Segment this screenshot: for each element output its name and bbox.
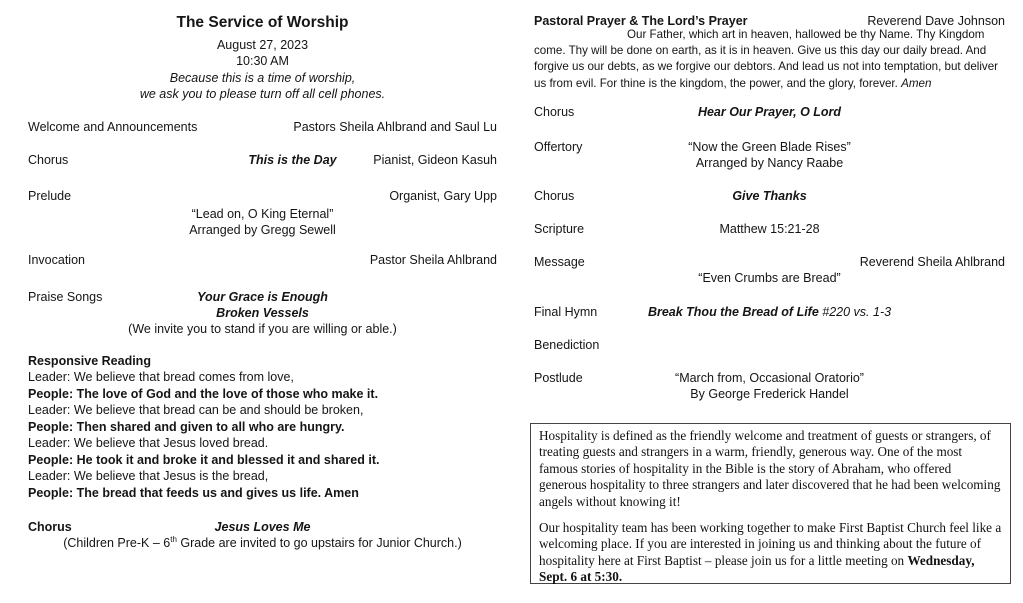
- scripture-reference: Matthew 15:21-28: [719, 222, 820, 236]
- invocation-row: [28, 252, 497, 269]
- offertory-arranger: Arranged by Nancy Raabe: [695, 156, 844, 170]
- message-row: [534, 254, 1005, 271]
- hospitality-meeting-date: Wednesday, Sept. 6 at 5:30.: [539, 552, 975, 585]
- message-title: “Even Crumbs are Bread”: [698, 271, 841, 285]
- reading-line-people: People: He took it and broke it and blessed it and shared it.: [28, 452, 380, 467]
- junior-church-note: (Children Pre-K – 6th Grade are invited to go upstairs for Junior Church.): [63, 534, 462, 550]
- responsive-reading-lines: [28, 369, 497, 501]
- lords-prayer-text: Our Father, which art in heaven, hallowed be thy Name. Thy Kingdom come. Thy will be done on earth, as it is in heaven. Give us this day our daily bread. And forgive us our debts, as we forgive our debtors. And lead us not into temptation, but deliver us from evil. For thine is the kingdom, the power, and the glory, forever. Amen: [534, 28, 999, 90]
- reading-line-people: People: The love of God and the love of those who make it.: [28, 386, 379, 401]
- prelude-label: Prelude: [28, 189, 72, 203]
- pastoral-prayer-reverend: Reverend Dave Johnson: [867, 14, 1005, 28]
- chorus-row-2: [28, 519, 497, 536]
- prayer-amen: Amen: [901, 76, 932, 90]
- postlude-label: Postlude: [534, 371, 583, 385]
- postlude-composer: By George Frederick Handel: [690, 387, 849, 401]
- cellphone-notice-line2: we ask you to please turn off all cell phones.: [139, 87, 386, 101]
- service-time: 10:30 AM: [236, 54, 289, 68]
- reading-line-leader: Leader: We believe that Jesus is the bread,: [28, 469, 269, 483]
- prelude-row: [28, 188, 497, 205]
- left-column: [28, 0, 497, 603]
- reading-line-people: People: Then shared and given to all who are hungry.: [28, 419, 345, 434]
- chorus-row-give-thanks: [534, 188, 1005, 205]
- reading-line-leader: Leader: We believe that bread comes from love,: [28, 370, 294, 384]
- responsive-reading-heading: Responsive Reading: [28, 354, 151, 368]
- service-date: August 27, 2023: [216, 38, 309, 52]
- praise-song-2-row: [28, 305, 497, 322]
- invocation-pastor: Pastor Sheila Ahlbrand: [369, 253, 497, 267]
- pianist-credit: Pianist, Gideon Kasuh: [373, 153, 497, 167]
- final-hymn-detail: #220 vs. 1-3: [818, 305, 892, 319]
- give-thanks-title: Give Thanks: [732, 189, 807, 203]
- praise-song-2: Broken Vessels: [216, 306, 309, 320]
- chorus-hear-label: Chorus: [534, 105, 575, 119]
- praise-songs-label: Praise Songs: [28, 290, 103, 304]
- reading-line-leader: Leader: We believe that Jesus loved bread.: [28, 436, 269, 450]
- prelude-piece-row: [28, 206, 497, 223]
- hospitality-paragraph-2: Our hospitality team has been working together to make First Baptist Church feel like a welcoming place. If you are interested in joining us and thinking about the future of hospitality here at First Baptist – please join us for a little meeting on Wednesday, Sept. 6 at 5:30.: [539, 520, 1002, 585]
- offertory-label: Offertory: [534, 140, 583, 154]
- prelude-arranger-row: [28, 222, 497, 239]
- benediction-label: Benediction: [534, 338, 600, 352]
- offertory-arranger-row: [534, 155, 1005, 172]
- chorus-row-hear-our-prayer: [534, 104, 1005, 121]
- stand-note: (We invite you to stand if you are willing or able.): [128, 322, 397, 336]
- cellphone-notice-line1: Because this is a time of worship,: [169, 71, 356, 85]
- final-hymn-label: Final Hymn: [534, 305, 598, 319]
- welcome-leaders: Pastors Sheila Ahlbrand and Saul Lu: [293, 120, 497, 134]
- reading-line-leader: Leader: We believe that bread can be and should be broken,: [28, 403, 364, 417]
- organist-credit: Organist, Gary Upp: [389, 189, 497, 203]
- offertory-piece-title: “Now the Green Blade Rises”: [688, 140, 851, 154]
- junior-church-note-row: [28, 535, 497, 552]
- pastoral-prayer-label: Pastoral Prayer & The Lord’s Prayer: [534, 14, 748, 28]
- welcome-row: [28, 119, 497, 136]
- message-title-row: [534, 270, 1005, 287]
- invocation-label: Invocation: [28, 253, 85, 267]
- message-label: Message: [534, 255, 585, 269]
- benediction-row: [534, 337, 1005, 354]
- hear-our-prayer-title: Hear Our Prayer, O Lord: [697, 105, 842, 119]
- offertory-row: [534, 139, 1005, 156]
- scripture-label: Scripture: [534, 222, 585, 236]
- postlude-composer-row: [534, 386, 1005, 403]
- prelude-piece-title: “Lead on, O King Eternal”: [191, 207, 334, 221]
- postlude-row: [534, 370, 1005, 387]
- final-hymn-title: Break Thou the Bread of Life: [647, 305, 819, 319]
- chorus-2-label: Chorus: [28, 520, 72, 534]
- scripture-row: [534, 221, 1005, 238]
- chorus-2-song-title: Jesus Loves Me: [214, 520, 311, 534]
- prelude-arranger: Arranged by Gregg Sewell: [189, 223, 336, 237]
- postlude-piece-title: “March from, Occasional Oratorio”: [675, 371, 864, 385]
- chorus-row-1: [28, 152, 497, 169]
- hospitality-announcement-box: [530, 423, 1011, 584]
- praise-songs-row: [28, 289, 497, 306]
- chorus-1-song-title: This is the Day: [248, 153, 337, 167]
- stand-note-row: [28, 321, 497, 338]
- reading-line-people: People: The bread that feeds us and gives us life. Amen: [28, 485, 359, 500]
- hospitality-paragraph-1: Hospitality is defined as the friendly welcome and treatment of guests or strangers, of treating guests and strangers in a warm, friendly, generous way. One of the most famous stories of hospitality in the Bible is the story of Abraham, who offered generous hospitality to three strangers and later discovered that he had been welcoming angels without knowing it!: [539, 428, 1001, 509]
- final-hymn-title-wrap: [534, 304, 1005, 321]
- praise-song-1: Your Grace is Enough: [197, 290, 328, 304]
- welcome-label: Welcome and Announcements: [28, 120, 198, 134]
- message-reverend: Reverend Sheila Ahlbrand: [859, 255, 1005, 269]
- final-hymn-row: [534, 304, 1005, 321]
- chorus-give-label: Chorus: [534, 189, 575, 203]
- chorus-1-label: Chorus: [28, 153, 69, 167]
- service-title: The Service of Worship: [176, 14, 349, 31]
